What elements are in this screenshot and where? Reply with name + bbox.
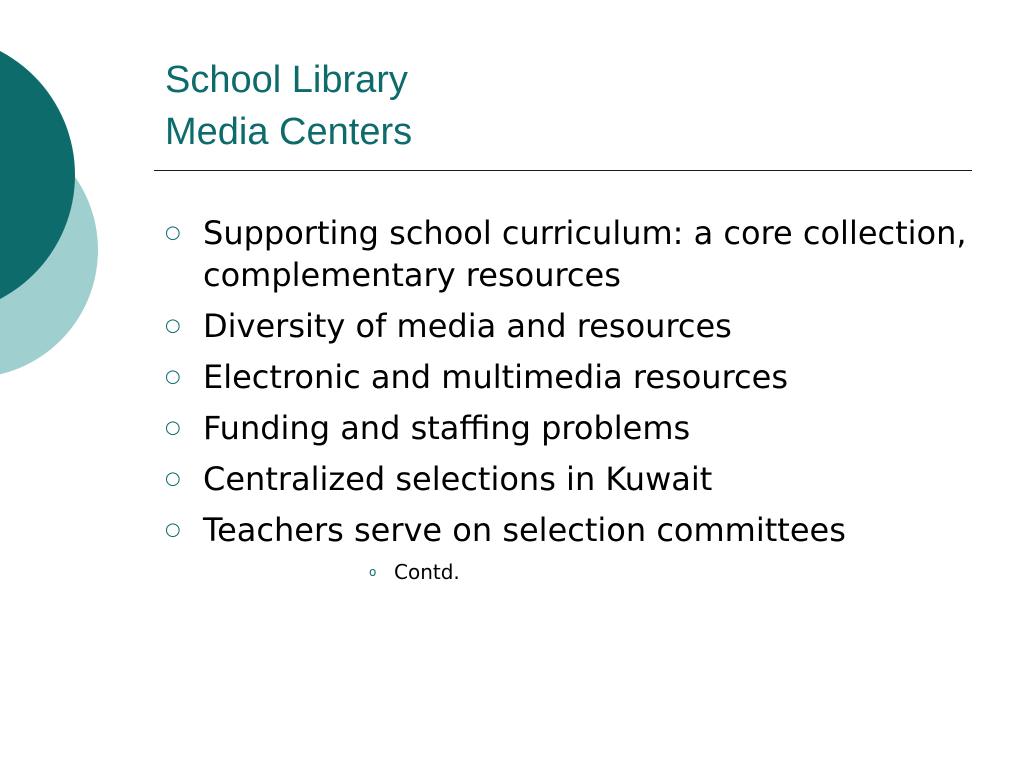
hollow-circle-icon: ○ — [165, 468, 181, 489]
list-item — [165, 356, 995, 398]
hollow-circle-icon: ○ — [165, 417, 181, 438]
list-item — [165, 509, 995, 551]
bullet-text: Funding and staffing problems — [203, 409, 691, 447]
hollow-circle-icon: ○ — [165, 222, 181, 243]
bullet-text: Diversity of media and resources — [203, 307, 732, 345]
small-circle-icon: o — [369, 565, 377, 579]
hollow-circle-icon: ○ — [165, 366, 181, 387]
list-item — [165, 212, 995, 296]
decorative-circles — [0, 0, 110, 400]
title-line-2: Media Centers — [165, 111, 413, 153]
bullet-text: Centralized selections in Kuwait — [203, 460, 713, 498]
slide-title — [165, 54, 412, 158]
list-item — [165, 407, 995, 449]
title-line-1: School Library — [165, 59, 408, 101]
title-divider — [154, 170, 972, 171]
sub-bullet — [369, 560, 460, 584]
bullet-text: Electronic and multimedia resources — [203, 358, 788, 396]
list-item — [165, 305, 995, 347]
list-item — [165, 458, 995, 500]
hollow-circle-icon: ○ — [165, 519, 181, 540]
bullet-text: Supporting school curriculum: a core collection, complementary resources — [203, 214, 967, 294]
bullet-list — [165, 212, 995, 560]
sub-bullet-text: Contd. — [394, 560, 460, 584]
hollow-circle-icon: ○ — [165, 315, 181, 336]
bullet-text: Teachers serve on selection committees — [203, 511, 846, 549]
